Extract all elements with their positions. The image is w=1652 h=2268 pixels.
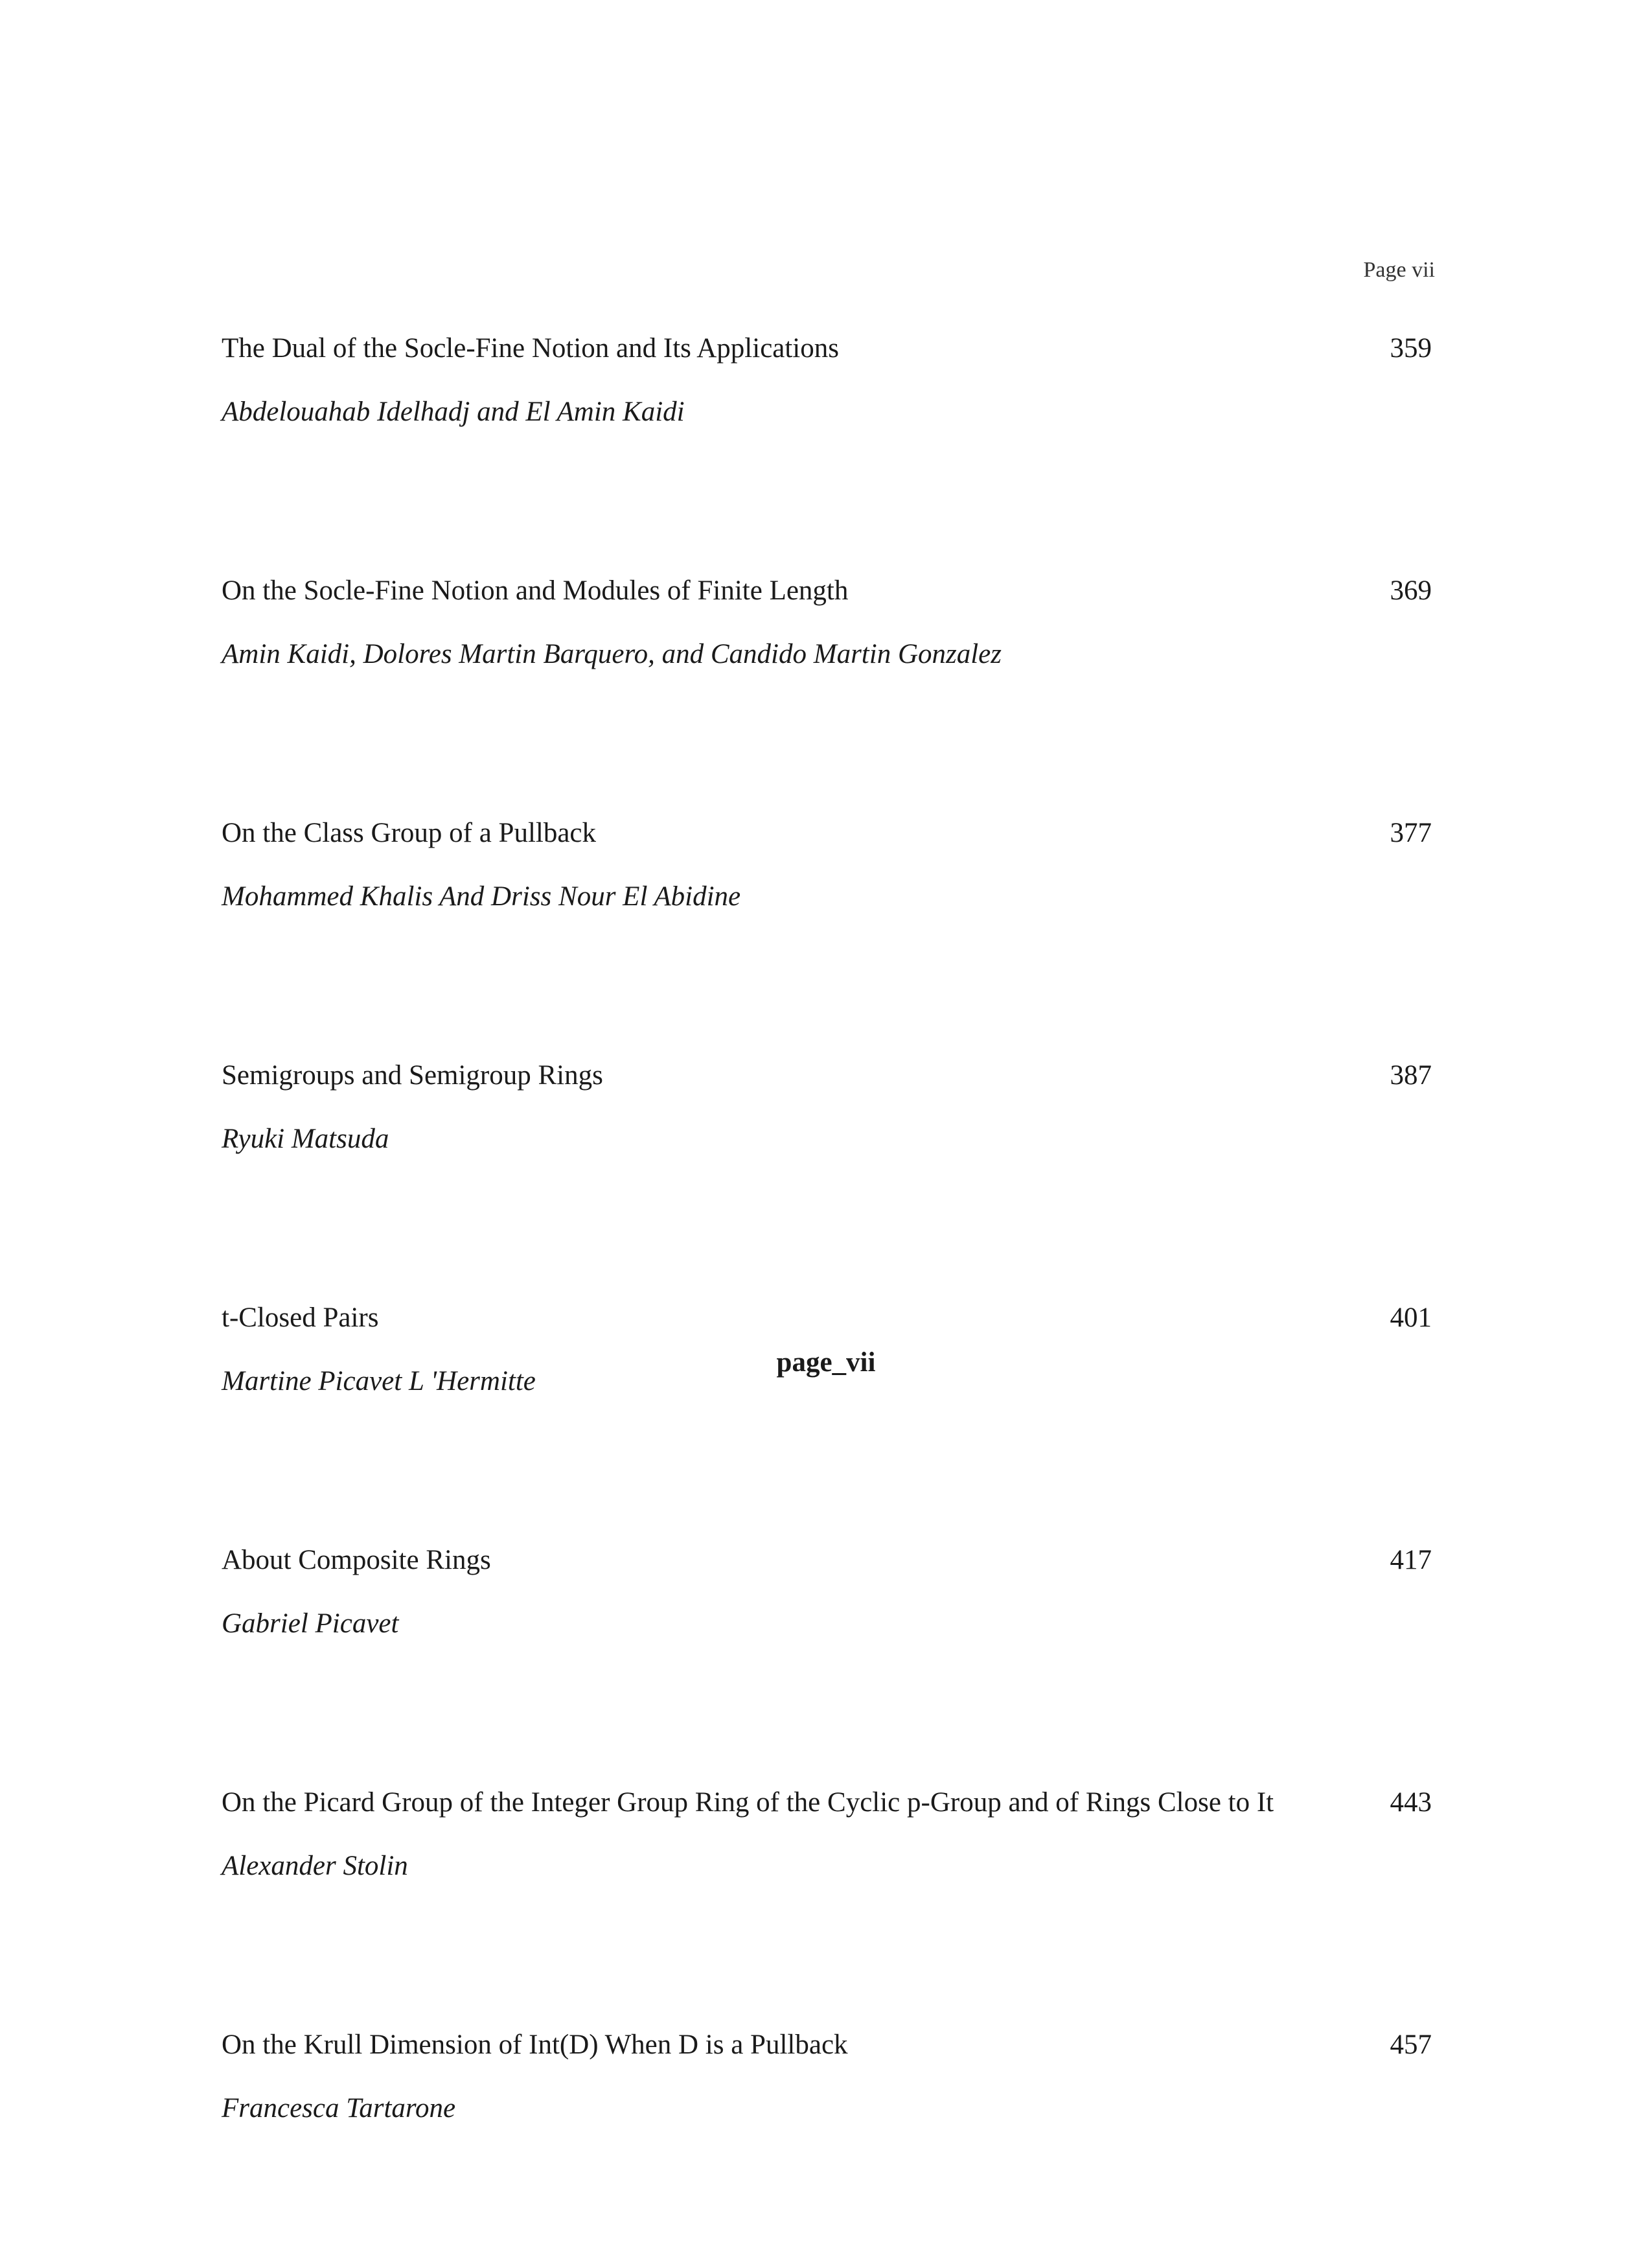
toc-entry: [222, 1056, 1432, 1299]
entry-authors: Abdelouahab Idelhadj and El Amin Kaidi: [222, 397, 685, 427]
entry-authors: Martine Picavet L 'Hermitte: [222, 1366, 536, 1396]
entry-title: Semigroups and Semigroup Rings: [222, 1060, 603, 1091]
toc-entry: [222, 1541, 1432, 1783]
toc-entry: [222, 572, 1432, 814]
entry-page-number: 417: [1390, 1545, 1432, 1575]
entry-title: On the Krull Dimension of Int(D) When D is a Pullback: [222, 2030, 848, 2060]
entry-page-number: 457: [1390, 2030, 1432, 2060]
entry-title: The Dual of the Socle-Fine Notion and Its Applications: [222, 333, 839, 364]
entry-authors: Mohammed Khalis And Driss Nour El Abidine: [222, 881, 741, 912]
entry-page-number: 377: [1390, 818, 1432, 848]
toc-entry: [222, 1783, 1432, 2026]
table-of-contents: [222, 329, 1432, 2268]
page-header-label: Page vii: [1363, 258, 1435, 282]
entry-authors: Francesca Tartarone: [222, 2093, 456, 2123]
entry-page-number: 401: [1390, 1302, 1432, 1333]
entry-page-number: 443: [1390, 1787, 1432, 1818]
page-footer-label: page_vii: [776, 1347, 876, 1378]
entry-authors: Ryuki Matsuda: [222, 1124, 389, 1154]
entry-authors: Amin Kaidi, Dolores Martin Barquero, and Candido Martin Gonzalez: [222, 639, 1002, 669]
toc-entry: [222, 2026, 1432, 2268]
entry-page-number: 369: [1390, 575, 1432, 606]
entry-title: t-Closed Pairs: [222, 1302, 379, 1333]
toc-entry: [222, 814, 1432, 1056]
entry-title: On the Class Group of a Pullback: [222, 818, 597, 848]
entry-page-number: 359: [1390, 333, 1432, 364]
entry-authors: Gabriel Picavet: [222, 1608, 399, 1639]
entry-authors: Alexander Stolin: [222, 1851, 408, 1881]
toc-entry: [222, 329, 1432, 572]
entry-title: On the Socle-Fine Notion and Modules of Finite Length: [222, 575, 849, 606]
entry-title: On the Picard Group of the Integer Group Ring of the Cyclic p-Group and of Rings Close to It: [222, 1787, 1274, 1818]
entry-page-number: 387: [1390, 1060, 1432, 1091]
toc-entry: [222, 1299, 1432, 1541]
entry-title: About Composite Rings: [222, 1545, 491, 1575]
